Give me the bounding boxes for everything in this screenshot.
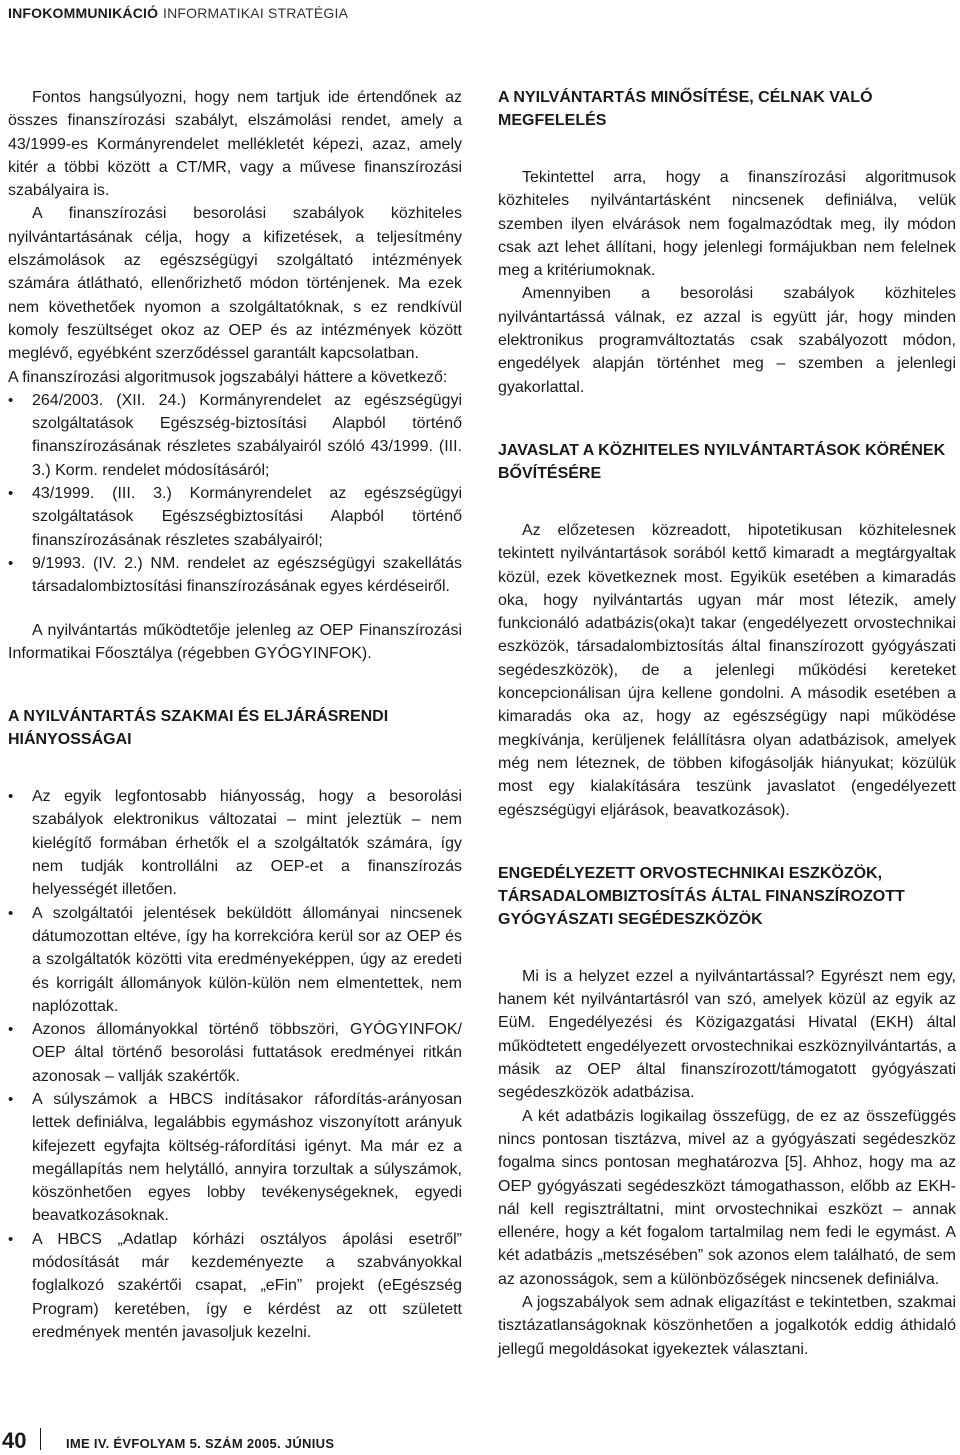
paragraph: Tekintettel arra, hogy a finanszírozási algoritmusok közhiteles nyilvántartásként nincsenek definiálva, velük szemben ilyen elvárások nem fogalmazódtak meg, ily módon csak azt lehet állítani, hogy jelenlegi formájukban nem felelnek meg a kritériumoknak. [498, 169, 956, 280]
section-heading: ENGEDÉLYEZETT ORVOSTECHNIKAI ESZKÖZÖK, TÁRSADALOMBIZTOSÍTÁS ÁLTAL FINANSZÍROZOTT GYÓGYÁSZATI SEGÉDESZKÖZÖK [498, 864, 905, 928]
paragraph: Amennyiben a besorolási szabályok közhiteles nyilvántartássá válnak, ez azzal is együtt jár, hogy minden elektronikus programváltoztatás csak szabályozott módon, engedélyek alapján történhet meg – szemben a jelenlegi gyakorlattal. [498, 285, 956, 396]
paragraph-legal-background: A finanszírozási algoritmusok jogszabályi háttere a következő: [8, 368, 448, 386]
header-section: INFOKOMMUNIKÁCIÓ [8, 5, 159, 21]
footer-divider [40, 1428, 41, 1450]
header-subsection: INFORMATIKAI STRATÉGIA [163, 5, 349, 21]
paragraph-purpose: A finanszírozási besorolási szabályok közhiteles nyilvántartásának célja, hogy a kifizetések, a teljesítmény elszámolások az egészségügyi szolgáltató intézmények számára átlátható, ellenőrizhető módon történjenek. Ma ezek nem követhetőek nyomon a szolgáltatóknak, s ez rendkívül komoly feszültséget okoz az OEP és az intézmények között meglévő, egyébként szerződéssel garantált kapcsolatban. [8, 205, 462, 363]
section-heading: JAVASLAT A KÖZHITELES NYILVÁNTARTÁSOK KÖRÉNEK BŐVÍTÉSÉRE [498, 441, 946, 482]
section-heading: A NYILVÁNTARTÁS MINŐSÍTÉSE, CÉLNAK VALÓ MEGFELELÉS [498, 89, 873, 129]
page-footer [0, 1424, 960, 1454]
paragraph-intro: Fontos hangsúlyozni, hogy nem tartjuk ide értendőnek az összes finanszírozási szabályt, elszámolási rendet, amely a 43/1999-es Kormányrendelet mellékletét képezi, azaz, amely kitér a többi között a CT/MR, vagy a művese finanszírozási szabályaira is. [8, 89, 462, 200]
list-item: • Az egyik legfontosabb hiányosság, hogy a besorolási szabályok elektronikus változatai – mint jeleztük – nem kielégítő formában érhetők el a szolgáltatók számára, így nem tudják kontrollálni az OEP-et a finanszírozás helyességét illetően. [8, 785, 462, 901]
list-item: • 43/1999. (III. 3.) Kormányrendelet az egészségügyi szolgáltatások Egészségbiztosítási Alapból történő finanszírozásának részletes szabályairól; [8, 482, 462, 552]
left-column [8, 86, 462, 1344]
issues-list [8, 785, 462, 1344]
paragraph: A jogszabályok sem adnak eligazítást e tekintetben, szakmai tisztázatlanságoknak köszönhetően a jogalkotók eddig áthidaló jellegű megoldásokat igyekeztek választani. [498, 1293, 956, 1358]
section-heading: A NYILVÁNTARTÁS SZAKMAI ÉS ELJÁRÁSRENDI HIÁNYOSSÁGAI [8, 708, 389, 749]
paragraph-operator: A nyilvántartás működtetője jelenleg az OEP Finanszírozási Informatikai Főosztálya (régebben GYÓGYINFOK). [8, 621, 462, 662]
list-item: • A HBCS „Adatlap kórházi osztályos ápolási esetről” módosítását már kezdeményezte a szabványokkal foglalkozó szakértői csapat, „eFin” projekt (eEgészség Program) keretében, így e kérdést az ott született eredmények mentén javasoljuk kezelni. [8, 1228, 462, 1344]
publication-info: IME IV. ÉVFOLYAM 5. SZÁM 2005. JÚNIUS [66, 1436, 335, 1451]
paragraph: Az előzetesen közreadott, hipotetikusan közhitelesnek tekintett nyilvántartások sorából kettő kimaradt a megtárgyaltak közül, ezek következnek most. Egyikük esetében a kimaradás oka, hogy nyilvántartás ugyan már most létezik, amely funkcionáló adatbázis(oka)t takar (engedélyezett orvostechnikai eszközök, társadalombiztosítás által finanszírozott gyógyászati segédeszközök), de a jelenlegi működési kereteket koncepcionálisan újra kellene gondolni. A második esetében a kimaradás oka az, hogy az egészségügy napi működése megkívánja, kerüljenek felállításra olyan adatbázisok, amelyek még nem léteznek, de többen kifogásolják hiányukat; közülük most egy kialakítására teszünk javaslatot (engedélyezett egészségügyi eljárások, beavatkozások). [498, 521, 956, 819]
right-column [498, 86, 956, 1361]
law-list [8, 389, 462, 599]
list-item: • A szolgáltatói jelentések beküldött állományai nincsenek dátumozottan eltéve, így ha korrekcióra kerül sor az OEP és a szolgáltatók közötti vita eredményeképpen, úgy az eredeti és korrigált állományok külön-külön nem elmentettek, nem naplózottak. [8, 902, 462, 1018]
running-header [0, 0, 960, 26]
list-item: • 9/1993. (IV. 2.) NM. rendelet az egészségügyi szakellátás társadalombiztosítási finanszírozásának egyes kérdéseiről. [8, 552, 462, 599]
paragraph: Mi is a helyzet ezzel a nyilvántartással? Egyrészt nem egy, hanem két nyilvántartásról van szó, amelyek közül az egyik az EüM. Engedélyezési és Közigazgatási Hivatal (EKH) által működtetett engedélyezett orvostechnikai eszköznyilvántartás, a másik az OEP által finanszírozott/támogatott gyógyászati segédeszközök adatbázisa. [498, 967, 956, 1102]
list-item: • A súlyszámok a HBCS indításakor ráfordítás-arányosan lettek definiálva, legalábbis egymáshoz viszonyított arányuk kifejezett egyfajta költség-ráfordítási igényt. Ma már ez a megállapítás nem helytálló, annyira torzultak a súlyszámok, köszönhetően egyes lobby tevékenységeknek, egyedi beavatkozásoknak. [8, 1088, 462, 1228]
list-item: • 264/2003. (XII. 24.) Kormányrendelet az egészségügyi szolgáltatások Egészség-biztosítási Alapból történő finanszírozásának részletes szabályairól szóló 43/1999. (III. 3.) Korm. rendelet módosításáról; [8, 389, 462, 482]
paragraph: A két adatbázis logikailag összefügg, de ez az összefüggés nincs pontosan tisztázva, mivel az a gyógyászati segédeszköz fogalma sincs pontosan meghatározva [5]. Ahhoz, hogy ma az OEP gyógyászati segédeszközt támogathasson, előbb az EKH-nál kell regisztráltatni, mint orvostechnikai eszközt – annak ellenére, hogy a két fogalom tartalmilag nem fedi le egymást. A két adatbázis „metszésében” sok azonos elem található, de sem az azonosságok, sem a különbözőségek nincsenek definiálva. [498, 1107, 956, 1288]
list-item: • Azonos állományokkal történő többszöri, GYÓGYINFOK/ OEP által történő besorolási futtatások eredményei ritkán azonosak – vallják szakértők. [8, 1018, 462, 1088]
page-number: 40 [2, 1428, 27, 1453]
